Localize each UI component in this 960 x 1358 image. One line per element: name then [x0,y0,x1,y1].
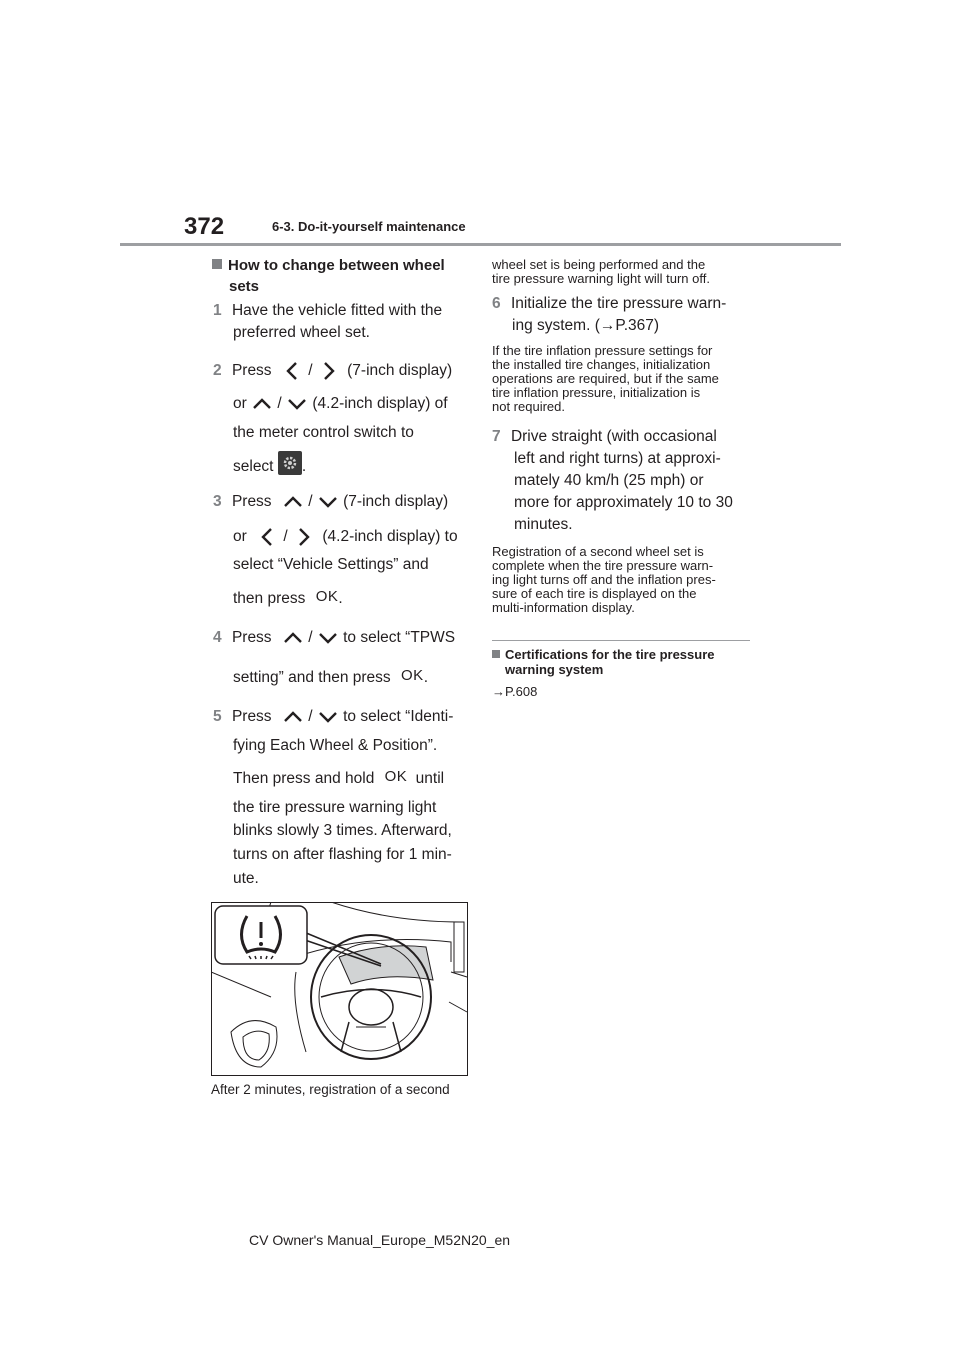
square-bullet-icon [212,259,222,269]
certifications-page-reference[interactable]: →P.608 [492,684,538,699]
step-7-line-3: mately 40 km/h (25 mph) or [514,472,704,489]
period: . [338,590,343,607]
step-5-line-2: fying Each Wheel & Position”. [233,737,438,754]
step-3-line-2 [233,526,458,548]
step-5-line-6: turns on after flashing for 1 min- [233,846,452,863]
step-number: 7 [492,428,501,445]
step-7-line-4: more for approximately 10 to 30 [514,494,733,511]
period: . [423,669,428,686]
step-1-line-2: preferred wheel set. [233,324,370,341]
note-2-line-2: complete when the tire pressure warn- [492,558,714,573]
step-text: setting” and then press [233,669,391,686]
square-bullet-icon [492,650,500,658]
slash: / [308,493,313,510]
step-5-line-5: blinks slowly 3 times. Afterward, [233,822,452,839]
note-2-line-3: ing light turns off and the inflation pres- [492,572,716,587]
step-text: Press [231,629,272,646]
step-text: Then press and hold [233,770,375,787]
step-text: (7-inch display) [347,362,453,380]
footer-document-id: CV Owner's Manual_Europe_M52N20_en [249,1232,511,1248]
step-number: 2 [213,362,222,380]
figure-caption: After 2 minutes, registration of a second [211,1082,450,1097]
step-3-line-3: select “Vehicle Settings” and [233,556,429,573]
step-text: then press [233,590,306,607]
header-divider [120,243,841,246]
step-text: Have the vehicle fitted with the [231,302,443,319]
note-1-line-4: tire inflation pressure, initialization is [492,385,701,400]
step-2-line-4 [233,451,306,477]
step-5-line-4: the tire pressure warning light [233,799,437,816]
slash: / [308,629,313,646]
heading-certifications [492,647,715,662]
chevron-down-icon [286,396,308,412]
dashboard-illustration [211,902,468,1076]
heading-change-wheel-sets [212,255,445,276]
step-text: ing system. ( [512,317,600,334]
step-7 [492,427,717,447]
chevron-left-icon [257,526,279,548]
step-4 [213,628,455,648]
step-text: select [233,458,274,475]
page-number: 372 [184,213,225,240]
chevron-up-icon [251,396,273,412]
step-5-line-3 [233,767,444,789]
chevron-down-icon [317,494,339,510]
chevron-up-icon [282,494,304,510]
section-title: 6-3. Do-it-yourself maintenance [272,219,466,234]
step-3 [213,492,448,512]
step-text: Initialize the tire pressure warn- [510,295,727,312]
step-text: Press [231,708,272,725]
step-4-line-2 [233,666,428,688]
note-2-line-5: multi-information display. [492,600,635,615]
continuation-line-2: tire pressure warning light will turn off. [492,271,710,286]
step-2 [213,360,452,382]
slash: / [277,395,282,412]
page-reference-link[interactable]: →P.367) [599,317,660,334]
step-6-line-2 [512,316,659,336]
slash: / [308,362,313,380]
step-number: 5 [213,708,222,725]
step-text: to select “TPWS [343,629,456,646]
section-divider [492,640,750,641]
note-1-line-3: operations are required, but if the same [492,371,719,386]
heading-certifications-line-2: warning system [505,662,604,677]
step-2-line-3: the meter control switch to [233,424,414,441]
note-1-line-2: the installed tire changes, initialization [492,357,711,372]
ok-button-icon: OK [384,768,408,785]
step-text: Press [231,362,272,380]
chevron-up-icon [282,709,304,725]
step-5-line-7: ute. [233,870,259,887]
step-number: 3 [213,493,222,510]
step-5 [213,707,453,727]
step-2-line-2 [233,394,448,414]
or-text: or [233,528,247,546]
note-1-line-5: not required. [492,399,565,414]
heading-line: How to change between wheel [228,257,445,274]
heading-line: Certifications for the tire pressure [505,647,715,662]
period: . [301,458,307,475]
step-number: 6 [492,295,501,312]
step-7-line-2: left and right turns) at approxi- [514,450,721,467]
slash: / [308,708,313,725]
ok-button-icon: OK [401,667,424,684]
step-number: 1 [213,302,222,319]
chevron-up-icon [282,630,304,646]
chevron-right-icon [292,526,314,548]
step-text: until [415,770,445,787]
step-text: to select “Identi- [343,708,454,725]
chevron-left-icon [282,360,304,382]
ok-button-icon: OK [315,588,339,605]
slash: / [283,528,288,546]
chevron-down-icon [317,630,339,646]
step-3-line-4 [233,587,343,609]
gear-icon [278,451,302,475]
or-text: or [233,395,247,412]
step-1 [213,301,442,321]
step-text: (4.2-inch display) of [312,395,448,412]
step-7-line-5: minutes. [514,516,573,533]
continuation-line-1: wheel set is being performed and the [492,257,706,272]
step-number: 4 [213,629,222,646]
step-text: (7-inch display) [343,493,449,510]
step-text: (4.2-inch display) to [322,528,458,546]
chevron-right-icon [317,360,339,382]
heading-line-2: sets [229,278,260,295]
step-text: Press [231,493,272,510]
note-1-line-1: If the tire inflation pressure settings for [492,343,713,358]
step-6 [492,294,726,314]
step-text: Drive straight (with occasional [510,428,717,445]
chevron-down-icon [317,709,339,725]
note-2-line-4: sure of each tire is displayed on the [492,586,697,601]
note-2-line-1: Registration of a second wheel set is [492,544,704,559]
